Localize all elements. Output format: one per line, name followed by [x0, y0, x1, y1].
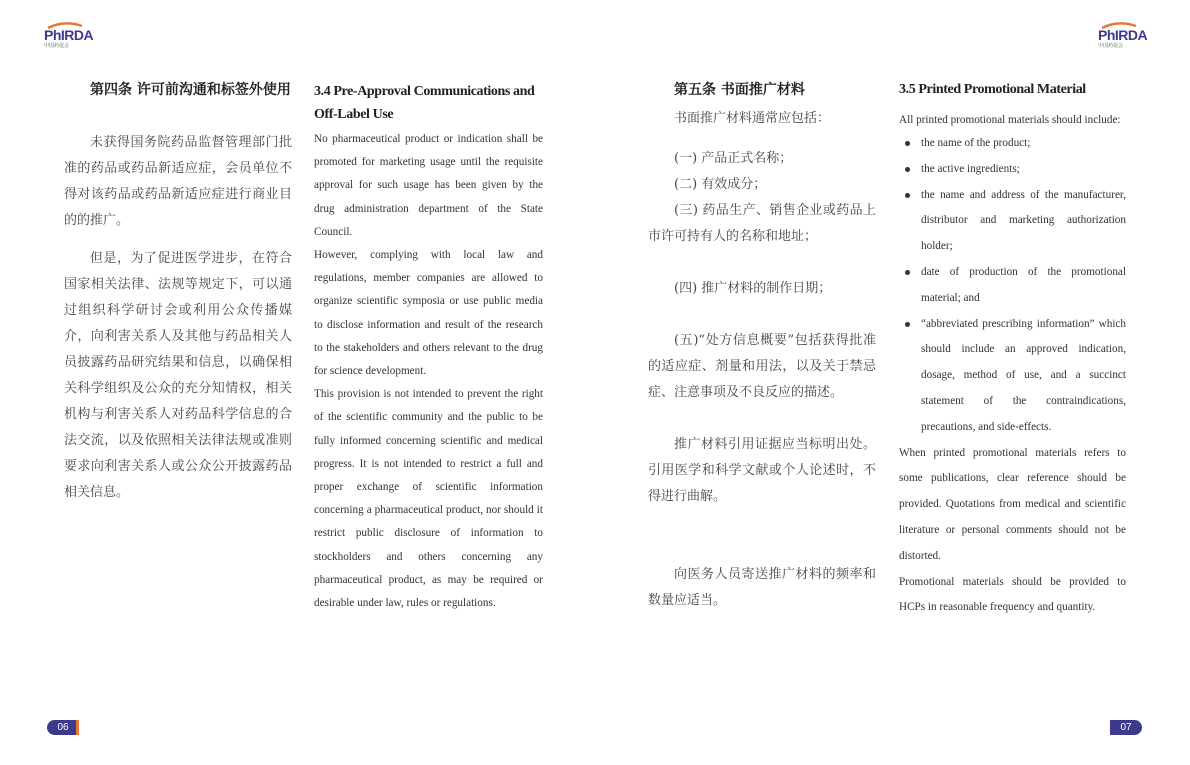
paragraph: 推广材料引用证据应当标明出处。引用医学和科学文献或个人论述时，不得进行曲解。: [648, 437, 876, 504]
section-title-zh: 第四条 许可前沟通和标签外使用: [90, 82, 291, 98]
right-en-column: [899, 80, 1126, 621]
left-zh-column: [64, 80, 292, 506]
paragraph: 未获得国务院药品监督管理部门批准的药品或药品新适应症，会员单位不得对该药品或药品新适应症进行商业目的的推广。: [64, 135, 292, 228]
logo-subtitle: 中国药促会: [1098, 43, 1124, 49]
list-item-text: date of production of the promotional material; and: [921, 265, 1126, 304]
paragraph: When printed promotional materials refers to some publications, clear reference should be provided. Quotations from medical and scientific literature or personal comments should not be distorted.: [899, 446, 1126, 562]
list-item: [899, 312, 1126, 441]
list-intro: All printed promotional materials should include:: [899, 114, 1121, 126]
paragraph: However, complying with local law and regulations, member companies are allowed to organize scientific symposia or use public media to disclose information and result of the research to the stakeholders and others relevant to the drug for science development.: [314, 249, 543, 378]
bullet-icon: [905, 322, 910, 327]
phirda-logo-left: [42, 22, 102, 50]
page-number-accent: [76, 720, 79, 735]
bullet-icon: [905, 193, 910, 198]
page-number-right: 07: [1110, 720, 1142, 735]
list-item-text: the name of the product;: [921, 137, 1031, 149]
logo-wordmark: PhIRDA: [44, 27, 94, 43]
logo-subtitle: 中国药促会: [44, 43, 70, 49]
left-en-column: [314, 80, 543, 615]
right-zh-column: [648, 80, 876, 614]
paragraph: 向医务人员寄送推广材料的频率和数量应适当。: [648, 567, 876, 608]
bullet-icon: [905, 167, 910, 172]
phirda-logo-right: [1096, 22, 1156, 50]
list-item: [899, 260, 1126, 312]
logo-wordmark: PhIRDA: [1098, 27, 1148, 43]
page-number-left: 06: [47, 720, 79, 735]
list-item: (三) 药品生产、销售企业或药品上市许可持有人的名称和地址；: [648, 203, 876, 244]
paragraph: This provision is not intended to prevent the right of the scientific community and the public to be fully informed concerning scientific and medical progress. It is not intended to restrict a full and proper exchange of scientific information concerning a pharmaceutical product, nor should it restrict public disclosure of information to stockholders and others concerning any pharmaceutical product, as may be required or desirable under law, rules or regulations.: [314, 388, 543, 610]
section-title-en: 3.4 Pre-Approval Communications and Off-Label Use: [314, 84, 535, 122]
list-item: [899, 183, 1126, 260]
paragraph: Promotional materials should be provided to HCPs in reasonable frequency and quantity.: [899, 575, 1126, 614]
list-item: (四) 推广材料的制作日期；: [674, 281, 832, 296]
bullet-icon: [905, 141, 910, 146]
list-intro: 书面推广材料通常应包括：: [674, 111, 831, 126]
paragraph: No pharmaceutical product or indication shall be promoted for marketing usage until the requisite approval for such usage has been given by the drug administration department of the State Council.: [314, 133, 543, 238]
section-title-en: 3.5 Printed Promotional Material: [899, 82, 1086, 97]
material-requirements-list: [899, 131, 1126, 441]
list-item-text: the active ingredients;: [921, 162, 1020, 175]
paragraph: 但是，为了促进医学进步，在符合国家相关法律、法规等规定下，可以通过组织科学研讨会或利用公众传播媒介，向利害关系人及其他与药品相关人员披露药品研究结果和信息，以确保相关科学组织及公众的充分知情权，相关机构与利害关系人对药品科学信息的合法交流，以及依照相关法律法规或准则要求向利害关系人或公众公开披露药品相关信息。: [64, 251, 292, 500]
list-item-text: the name and address of the manufacturer, distributor and marketing authorization holder;: [921, 188, 1126, 253]
list-item: [899, 157, 1126, 183]
list-item: [899, 131, 1126, 157]
list-item: (一) 产品正式名称；: [674, 151, 793, 166]
section-title-zh: 第五条 书面推广材料: [674, 82, 805, 98]
list-item-text: “abbreviated prescribing information” which should include an approved indication, dosage, method of use, and a succinct statement of the contraindications, precautions, and side-effects.: [921, 317, 1126, 433]
bullet-icon: [905, 270, 910, 275]
list-item: (二) 有效成分；: [674, 177, 767, 192]
list-item: (五)“处方信息概要”包括获得批准的适应症、剂量和用法，以及关于禁忌症、注意事项及不良反应的描述。: [648, 333, 876, 400]
